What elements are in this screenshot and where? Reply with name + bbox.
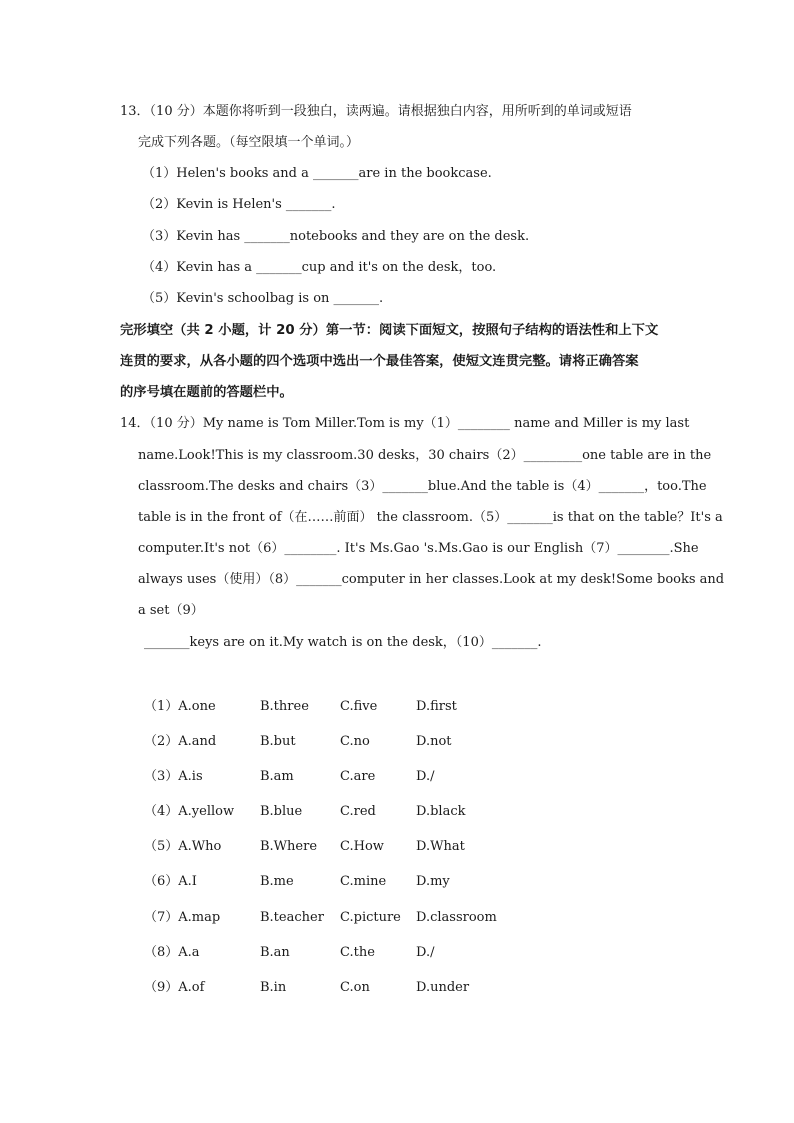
option-d: D.classroom: [416, 910, 497, 925]
option-c: C.on: [340, 980, 370, 995]
option-b: B.me: [260, 874, 294, 889]
section-instruction-line3: 的序号填在题前的答题栏中。: [120, 385, 293, 400]
option-b: B.teacher: [260, 910, 324, 925]
option-b: B.am: [260, 769, 294, 784]
option-b: B.an: [260, 945, 290, 960]
option-a: （5）A.Who: [144, 839, 222, 854]
option-b: B.in: [260, 980, 287, 995]
option-c: C.picture: [340, 910, 401, 925]
option-a: （2）A.and: [144, 734, 217, 749]
q14-line-4: table is in the front of（在……前面） the classroom.（5）_______is that on the table？It's a: [138, 510, 723, 525]
q13-item-3: （3）Kevin has _______notebooks and they are on the desk.: [142, 229, 530, 244]
option-c: C.are: [340, 769, 376, 784]
q13-item-5: （5）Kevin's schoolbag is on _______.: [142, 291, 384, 306]
q13-item-4: （4）Kevin has a _______cup and it's on the desk，too.: [142, 260, 497, 275]
option-a: （4）A.yellow: [144, 804, 235, 819]
q13-item-2: （2）Kevin is Helen's _______.: [142, 197, 336, 212]
q14-line-2: name.Look!This is my classroom.30 desks，30 chairs（2）_________one table are in the: [138, 448, 712, 463]
option-d: D.black: [416, 804, 466, 819]
option-a: （7）A.map: [144, 910, 221, 925]
option-a: （9）A.of: [144, 980, 205, 995]
option-d: D./: [416, 945, 435, 960]
q13-header-line1: 13．（10 分）本题你将听到一段独白，读两遍。请根据独白内容，用所听到的单词或短语: [120, 104, 632, 119]
q13-header-line2: 完成下列各题。（每空限填一个单词。）: [138, 135, 360, 150]
q14-line-5: computer.It's not（6）________. It's Ms.Gao 's.Ms.Gao is our English（7）________.She: [138, 541, 699, 556]
option-a: （6）A.I: [144, 874, 197, 889]
q14-line-1: 14．（10 分）My name is Tom Miller.Tom is my（1）________ name and Miller is my last: [120, 416, 690, 431]
section-instruction-line1: 完形填空（共 2 小题，计 20 分）第一节：阅读下面短文，按照句子结构的语法性和上下文: [120, 323, 659, 338]
option-b: B.blue: [260, 804, 303, 819]
option-c: C.mine: [340, 874, 387, 889]
option-d: D.first: [416, 699, 457, 714]
q14-line-7: a set（9）: [138, 603, 204, 618]
option-a: （1）A.one: [144, 699, 216, 714]
option-b: B.Where: [260, 839, 318, 854]
option-d: D./: [416, 769, 435, 784]
q14-line-8: _______keys are on it.My watch is on the desk，（10）_______.: [144, 635, 542, 650]
option-a: （3）A.is: [144, 769, 203, 784]
section-instruction-line2: 连贯的要求，从各小题的四个选项中选出一个最佳答案，使短文连贯完整。请将正确答案: [120, 354, 639, 369]
q14-line-3: classroom.The desks and chairs（3）_______blue.And the table is（4）_______，too.The: [138, 479, 707, 494]
option-c: C.no: [340, 734, 370, 749]
option-b: B.three: [260, 699, 309, 714]
option-c: C.red: [340, 804, 376, 819]
option-d: D.my: [416, 874, 450, 889]
option-d: D.What: [416, 839, 465, 854]
option-a: （8）A.a: [144, 945, 200, 960]
q13-item-1: （1）Helen's books and a _______are in the bookcase.: [142, 166, 492, 181]
q14-line-6: always uses（使用）（8）_______computer in her classes.Look at my desk!Some books and: [138, 572, 725, 587]
option-c: C.How: [340, 839, 384, 854]
option-d: D.not: [416, 734, 452, 749]
option-c: C.the: [340, 945, 375, 960]
option-d: D.under: [416, 980, 470, 995]
option-b: B.but: [260, 734, 296, 749]
option-c: C.five: [340, 699, 378, 714]
